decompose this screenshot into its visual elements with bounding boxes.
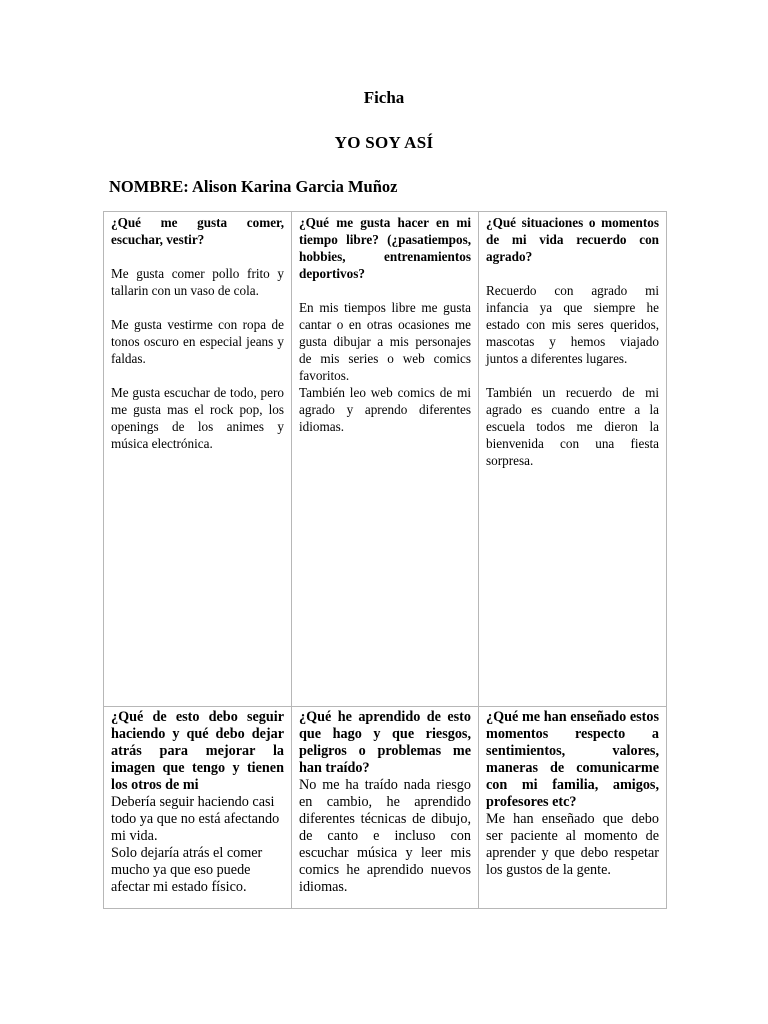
cell-question: ¿Qué situaciones o momentos de mi vida recuerdo con agrado? [486, 215, 659, 264]
cell-paragraph: Debería seguir haciendo casi todo ya que no está afectando mi vida. [111, 794, 280, 844]
table-row [104, 212, 667, 707]
document-title: Ficha [363, 88, 405, 107]
cell-paragraph: Solo dejaría atrás el comer mucho ya que eso puede afectar mi estado físico. [111, 845, 263, 895]
table-cell-lessons-learned [292, 707, 479, 909]
table-row [104, 707, 667, 909]
table-cell-keep-or-leave [104, 707, 292, 909]
cell-question: ¿Qué he aprendido de esto que hago y que riesgos, peligros o problemas me han traído? [299, 709, 471, 776]
table-cell-food-music-clothes [104, 212, 292, 707]
questions-table [103, 211, 667, 909]
cell-question: ¿Qué me han enseñado estos momentos respecto a sentimientos, valores, maneras de comunicarme con mi familia, amigos, profesores etc? [486, 709, 659, 810]
cell-question: ¿Qué de esto debo seguir haciendo y qué debo dejar atrás para mejorar la imagen que tengo y tienen los otros de mi [111, 709, 284, 793]
cell-paragraph: También un recuerdo de mi agrado es cuando entre a la escuela todos me dieron la bienvenida con una fiesta sorpresa. [486, 385, 659, 468]
cell-paragraph: En mis tiempos libre me gusta cantar o en otras ocasiones me gusta dibujar a mis personajes de mis series o web comics favoritos. [299, 300, 471, 383]
cell-paragraph: Me han enseñado que debo ser paciente al momento de aprender y que debo respetar los gustos de la gente. [486, 811, 659, 878]
cell-paragraph: Me gusta escuchar de todo, pero me gusta mas el rock pop, los openings de los animes y música electrónica. [111, 385, 284, 451]
cell-paragraph: Me gusta vestirme con ropa de tonos oscuro en especial jeans y faldas. [111, 317, 284, 366]
cell-paragraph: También leo web comics de mi agrado y aprendo diferentes idiomas. [299, 385, 471, 434]
table-cell-good-memories [479, 212, 667, 707]
cell-paragraph: Me gusta comer pollo frito y tallarin con un vaso de cola. [111, 266, 284, 298]
name-line: NOMBRE: Alison Karina Garcia Muñoz [109, 177, 398, 196]
cell-paragraph: No me ha traído nada riesgo en cambio, he aprendido diferentes técnicas de dibujo, de canto e incluso con escuchar música y leer mis comics he aprendido nuevos idiomas. [299, 777, 471, 895]
table-cell-what-moments-taught [479, 707, 667, 909]
table-cell-free-time [292, 212, 479, 707]
cell-question: ¿Qué me gusta comer, escuchar, vestir? [111, 215, 284, 247]
cell-question: ¿Qué me gusta hacer en mi tiempo libre? (¿pasatiempos, hobbies, entrenamientos deportivos? [299, 215, 471, 281]
document-subtitle: YO SOY ASÍ [334, 133, 434, 152]
cell-paragraph: Recuerdo con agrado mi infancia ya que siempre he estado con mis seres queridos, mascotas y hemos viajado juntos a diferentes lugares. [486, 283, 659, 366]
